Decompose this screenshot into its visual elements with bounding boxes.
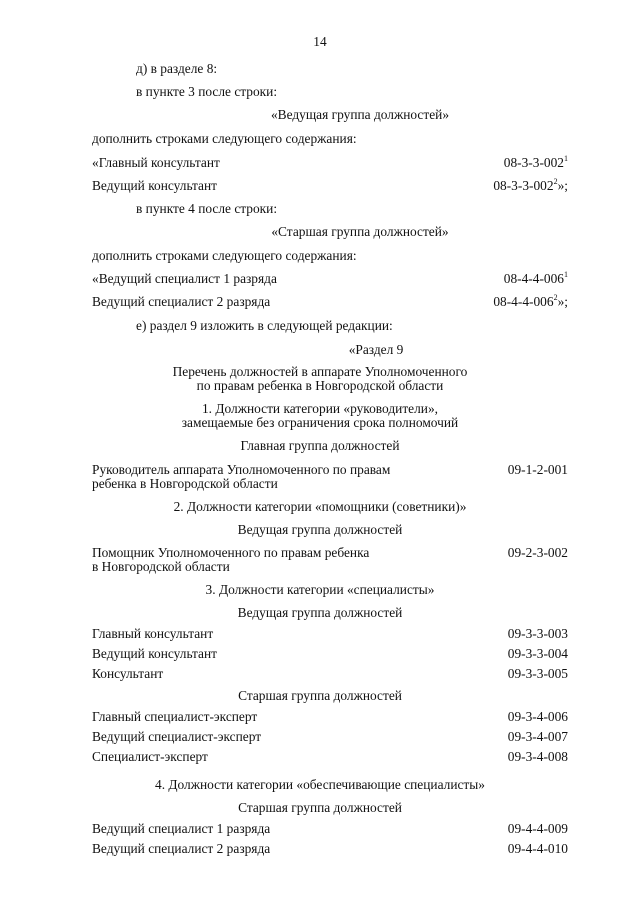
section-title-line-1: Перечень должностей в аппарате Уполномоченного — [172, 364, 468, 379]
position-code: 09-1-2-001 — [507, 462, 568, 477]
p3-row-title: Ведущий консультант — [92, 178, 218, 193]
p3-intro: в пункте 3 после строки: — [136, 84, 278, 99]
position-code: 09-3-4-006 — [507, 709, 568, 724]
position-title: Ведущий специалист 1 разряда — [92, 821, 271, 836]
category-1-title-line-1: 1. Должности категории «руководители», — [201, 401, 439, 416]
position-code: 09-3-4-007 — [507, 729, 568, 744]
supplement-line-2: дополнить строками следующего содержания: — [92, 248, 357, 263]
p4-row-code: $08-4-4-006^1$ — [503, 269, 568, 286]
p3-row-code: $08-3-3-002^2$»; — [493, 176, 568, 193]
category-1-group: Главная группа должностей — [240, 438, 400, 453]
position-title: Консультант — [92, 666, 164, 681]
item-d: д) в разделе 8: — [136, 61, 218, 76]
position-title: Главный консультант — [92, 626, 214, 641]
position-title-line-1: Помощник Уполномоченного по правам ребенка — [92, 545, 370, 560]
position-title: Главный специалист-эксперт — [92, 709, 258, 724]
position-code: 09-2-3-002 — [507, 545, 568, 560]
position-code: 09-3-3-003 — [507, 626, 568, 641]
item-e: е) раздел 9 изложить в следующей редакции: — [136, 318, 393, 333]
position-title: Ведущий специалист 2 разряда — [92, 841, 271, 856]
position-title-line-1: Руководитель аппарата Уполномоченного по правам — [92, 462, 391, 477]
p3-row-title: «Главный консультант — [92, 155, 220, 170]
page-number: 14 — [313, 34, 327, 49]
position-code: 09-4-4-010 — [507, 841, 568, 856]
category-4-group: Старшая группа должностей — [238, 800, 402, 815]
position-title: Ведущий консультант — [92, 646, 218, 661]
category-3-title: 3. Должности категории «специалисты» — [205, 582, 435, 597]
p4-group: «Старшая группа должностей» — [271, 224, 449, 239]
section-title-line-2: по правам ребенка в Новгородской области — [196, 378, 444, 393]
category-2-title: 2. Должности категории «помощники (советники)» — [173, 499, 467, 514]
section-heading: «Раздел 9 — [348, 342, 404, 357]
p4-row-code: $08-4-4-006^2$»; — [493, 292, 568, 309]
position-code: 09-3-4-008 — [507, 749, 568, 764]
position-code: 09-3-3-005 — [507, 666, 568, 681]
category-3-group-1: Ведущая группа должностей — [237, 605, 403, 620]
p4-row-title: Ведущий специалист 2 разряда — [92, 294, 271, 309]
position-title: Ведущий специалист-эксперт — [92, 729, 262, 744]
p3-group: «Ведущая группа должностей» — [270, 107, 450, 122]
position-title: Специалист-эксперт — [92, 749, 208, 764]
supplement-line-1: дополнить строками следующего содержания: — [92, 131, 357, 146]
category-4-title: 4. Должности категории «обеспечивающие специалисты» — [155, 777, 485, 792]
category-2-group: Ведущая группа должностей — [237, 522, 403, 537]
position-code: 09-4-4-009 — [507, 821, 568, 836]
p4-row-title: «Ведущий специалист 1 разряда — [92, 271, 277, 286]
category-3-group-2: Старшая группа должностей — [238, 688, 402, 703]
position-title-line-2: в Новгородской области — [92, 559, 230, 574]
p3-row-code: $08-3-3-002^1$ — [503, 153, 568, 170]
position-code: 09-3-3-004 — [507, 646, 568, 661]
category-1-title-line-2: замещаемые без ограничения срока полномочий — [181, 415, 459, 430]
position-title-line-2: ребенка в Новгородской области — [92, 476, 278, 491]
p4-intro: в пункте 4 после строки: — [136, 201, 278, 216]
